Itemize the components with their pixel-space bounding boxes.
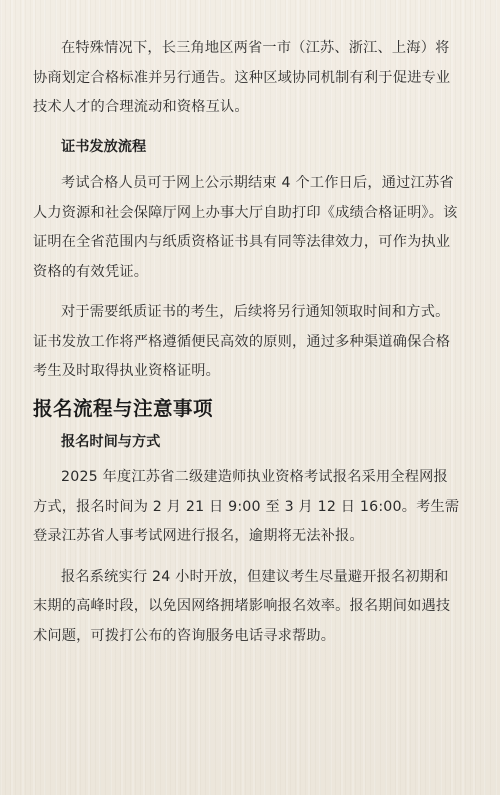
registration-paragraph-2: 报名系统实行 24 小时开放，但建议考生尽量避开报名初期和末期的高峰时段，以免因网络拥堵影响报名效率。报名期间如遇技术问题，可拨打公布的咨询服务电话寻求帮助。 (33, 568, 451, 644)
certificate-paragraph-2: 对于需要纸质证书的考生，后续将另行通知领取时间和方式。证书发放工作将严格遵循便民高效的原则，通过多种渠道确保合格考生及时取得执业资格证明。 (33, 304, 451, 379)
certificate-process-heading: 证书发放流程 (61, 138, 147, 155)
intro-paragraph: 在特殊情况下，长三角地区两省一市（江苏、浙江、上海）将协商划定合格标准并另行通告。这种区域协同机制有利于促进专业技术人才的合理流动和资格互认。 (33, 40, 451, 115)
registration-section-title: 报名流程与注意事项 (33, 396, 214, 420)
certificate-paragraph-1: 考试合格人员可于网上公示期结束 4 个工作日后，通过江苏省人力资源和社会保障厅网上办事大厅自助打印《成绩合格证明》。该证明在全省范围内与纸质资格证书具有同等法律效力，可作为执业资格的有效凭证。 (33, 175, 458, 280)
registration-time-heading: 报名时间与方式 (61, 433, 161, 450)
registration-paragraph-1: 2025 年度江苏省二级建造师执业资格考试报名采用全程网报方式，报名时间为 2 月 21 日 9:00 至 3 月 12 日 16:00。考生需登录江苏省人事考试网进行报名，逾期将无法补报。 (33, 469, 460, 544)
